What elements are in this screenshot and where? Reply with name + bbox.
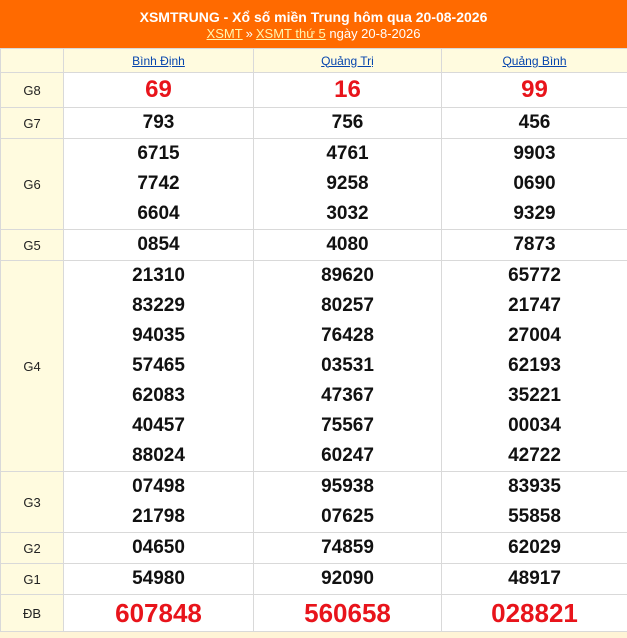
prize-label-g1: G1 [1,564,64,595]
prize-number: 94035 [64,321,253,351]
breadcrumb-xsmt-link[interactable]: XSMT [207,26,243,41]
prize-number: 6715 [64,139,253,169]
prize-label-g8: G8 [1,73,64,108]
results-body [1,73,627,632]
province-header-row [1,49,627,73]
prize-row-g3 [1,472,627,533]
prize-cell-g1-quang-binh [442,564,627,595]
prize-cell-g5-quang-binh [442,230,627,261]
prize-number: 6604 [64,199,253,229]
prize-number: 3032 [254,199,441,229]
prize-number: 21798 [64,502,253,532]
prize-cell-g3-binh-dinh [64,472,254,533]
prize-number: 0690 [442,169,627,199]
prize-number: 62193 [442,351,627,381]
province-header-quang-tri [254,49,442,73]
prize-label-g6: G6 [1,139,64,230]
prize-number: 92090 [254,564,441,594]
province-link-quang-tri[interactable]: Quảng Trị [321,54,374,68]
prize-cell-db-quang-binh [442,595,627,632]
prize-row-g6 [1,139,627,230]
prize-number: 07625 [254,502,441,532]
page-title: XSMTRUNG - Xổ số miền Trung hôm qua 20-08-2026 [0,9,627,25]
prize-number: 95938 [254,472,441,502]
prize-cell-g7-quang-tri [254,108,442,139]
prize-cell-g8-quang-binh [442,73,627,108]
prize-cell-g8-binh-dinh [64,73,254,108]
prize-cell-g1-quang-tri [254,564,442,595]
prize-cell-g7-quang-binh [442,108,627,139]
prize-cell-g3-quang-tri [254,472,442,533]
prize-number: 21310 [64,261,253,291]
prize-number: 62083 [64,381,253,411]
bottom-border [0,632,627,638]
results-header [0,0,627,48]
prize-number: 65772 [442,261,627,291]
prize-number: 4761 [254,139,441,169]
prize-cell-g1-binh-dinh [64,564,254,595]
prize-number: 89620 [254,261,441,291]
prize-number: 028821 [442,595,627,631]
prize-row-g7 [1,108,627,139]
prize-cell-g2-binh-dinh [64,533,254,564]
prize-number: 83229 [64,291,253,321]
prize-row-g5 [1,230,627,261]
prize-number: 07498 [64,472,253,502]
prize-cell-db-binh-dinh [64,595,254,632]
prize-row-g2 [1,533,627,564]
prize-number: 04650 [64,533,253,563]
prize-number: 9329 [442,199,627,229]
prize-number: 21747 [442,291,627,321]
prize-cell-g5-quang-tri [254,230,442,261]
prize-cell-g6-quang-tri [254,139,442,230]
prize-cell-g6-binh-dinh [64,139,254,230]
prize-number: 03531 [254,351,441,381]
prize-cell-g4-quang-binh [442,261,627,472]
prize-cell-g4-binh-dinh [64,261,254,472]
prize-cell-g2-quang-tri [254,533,442,564]
province-link-binh-dinh[interactable]: Bình Định [132,54,185,68]
prize-label-g7: G7 [1,108,64,139]
prize-number: 35221 [442,381,627,411]
prize-cell-g6-quang-binh [442,139,627,230]
prize-number: 9258 [254,169,441,199]
prize-number: 560658 [254,595,441,631]
prize-number: 00034 [442,411,627,441]
prize-number: 793 [64,108,253,138]
province-header-quang-binh [442,49,627,73]
prize-number: 57465 [64,351,253,381]
prize-number: 27004 [442,321,627,351]
corner-cell [1,49,64,73]
prize-label-g5: G5 [1,230,64,261]
prize-cell-db-quang-tri [254,595,442,632]
prize-number: 80257 [254,291,441,321]
prize-number: 607848 [64,595,253,631]
prize-number: 88024 [64,441,253,471]
prize-row-g4 [1,261,627,472]
prize-number: 76428 [254,321,441,351]
province-header-binh-dinh [64,49,254,73]
prize-number: 69 [64,73,253,107]
prize-number: 83935 [442,472,627,502]
prize-number: 75567 [254,411,441,441]
breadcrumb-xsmt-day-link[interactable]: XSMT thứ 5 [256,26,326,41]
prize-number: 47367 [254,381,441,411]
prize-row-g8 [1,73,627,108]
prize-number: 0854 [64,230,253,260]
prize-number: 7742 [64,169,253,199]
prize-row-db [1,595,627,632]
prize-number: 55858 [442,502,627,532]
results-table [0,48,627,632]
prize-number: 60247 [254,441,441,471]
prize-row-g1 [1,564,627,595]
prize-cell-g5-binh-dinh [64,230,254,261]
prize-number: 4080 [254,230,441,260]
prize-cell-g3-quang-binh [442,472,627,533]
prize-number: 42722 [442,441,627,471]
prize-cell-g8-quang-tri [254,73,442,108]
province-link-quang-binh[interactable]: Quảng Bình [502,54,566,68]
prize-cell-g2-quang-binh [442,533,627,564]
prize-number: 7873 [442,230,627,260]
breadcrumb-separator: » [246,26,253,41]
prize-number: 9903 [442,139,627,169]
prize-label-g3: G3 [1,472,64,533]
prize-label-db: ĐB [1,595,64,632]
prize-label-g4: G4 [1,261,64,472]
prize-number: 62029 [442,533,627,563]
prize-cell-g4-quang-tri [254,261,442,472]
prize-number: 99 [442,73,627,107]
prize-number: 756 [254,108,441,138]
prize-number: 48917 [442,564,627,594]
prize-cell-g7-binh-dinh [64,108,254,139]
prize-number: 54980 [64,564,253,594]
prize-number: 40457 [64,411,253,441]
prize-label-g2: G2 [1,533,64,564]
prize-number: 16 [254,73,441,107]
prize-number: 456 [442,108,627,138]
breadcrumb [0,26,627,42]
prize-number: 74859 [254,533,441,563]
breadcrumb-date: ngày 20-8-2026 [326,26,421,41]
